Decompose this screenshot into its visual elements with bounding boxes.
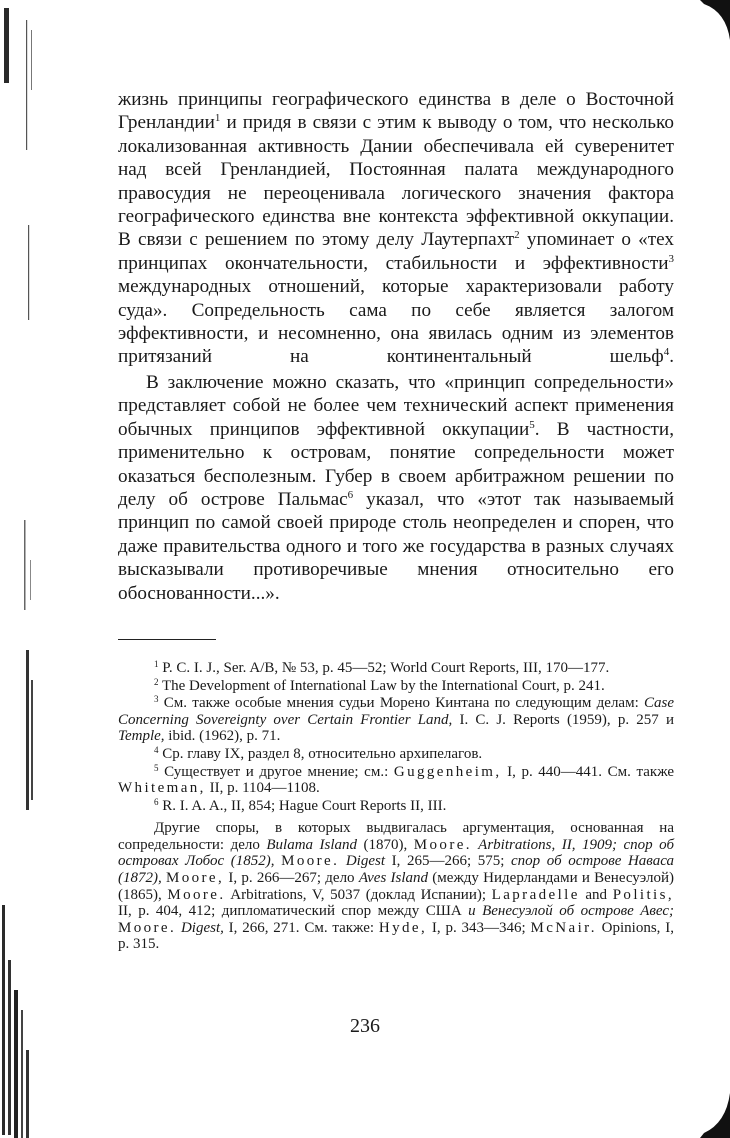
scan-corner-bottom-right <box>700 1093 730 1138</box>
footnote-1: $^1$ P. C. I. J., Ser. A/B, № 53, p. 45—52; World Court Reports, III, 170—177. <box>154 658 610 676</box>
footnote-ref-6: 6 <box>347 488 354 501</box>
footnote-ref-5: 5 <box>529 418 535 431</box>
footnote-6-continuation: Другие споры, в которых выдвигалась аргументация, основанная на сопредельности: дело Bulama Island (1870), Moore. Arbitrations, II, 1909; спор об островах Лобос (1852), Moore. Digest I, 265—266; 575; спор об острове Наваса (1872), Moore, I, p. 266—267; дело Aves Island (между Нидерландами и Венесуэлой) (1865), Moore. Arbitrations, V, 5037 (доклад Испании); Lapradelle and Politis, II, p. 404, 412; дипломатический спор между США и Венесуэлой об острове Авес; Moore. Digest, I, 266, 271. См. также: Hyde, I, p. 343—346; McNair. Opinions, I, p. 315. <box>118 820 674 953</box>
paragraph-2: В заключение можно сказать, что «принцип сопредельности» представляет собой не более чем технический аспект применения обычных принципов эффективной оккупации$^5$. В частности, применительно к островам, понятие сопредельности может оказаться бесполезным. Губер в своем арбитражном решении по делу об острове Пальмас$^6$ указал, что «этот так называемый принцип по самой своей природе столь неопределен и спорен, что даже правительства одного и того же государства в разных случаях высказывали противоречивые мнения относительно его обоснованности...». <box>118 371 674 604</box>
page-number: 236 <box>350 1015 380 1037</box>
paragraph-1: жизнь принципы географического единства в деле о Восточной Гренландии$^1$ и придя в связи с этим к выводу о том, что несколько локализованная активность Дании обеспечивала ей суверенитет над всей Гренландией, Постоянная палата международного правосудия не переоценивала логического значения фактора географического единства вне контекста эффективной оккупации. В связи с решением по этому делу Лаутерпахт$^2$ упоминает о «тех принципах окончательности, стабильности и эффективности$^3$ международных отношений, которые характеризовали работу суда». Сопредельность сама по себе является залогом эффективности, и несомненно, она явилась одним из элементов притязаний на континентальный шельф$^4$. <box>118 89 674 368</box>
footnote-ref-2: 2 <box>514 229 520 242</box>
footnote-2: $^2$ The Development of International Law by the International Court, p. 241. <box>154 676 605 694</box>
scan-edge-artifact <box>0 0 40 1138</box>
footnote-4: $^4$ Ср. главу IX, раздел 8, относительно архипелагов. <box>154 744 483 762</box>
footnote-separator <box>118 639 216 640</box>
footnotes <box>118 660 674 953</box>
main-text <box>118 88 674 605</box>
footnote-ref-4: 4 <box>663 346 670 359</box>
footnote-ref-3: 3 <box>668 252 674 265</box>
scan-corner-top-right <box>700 0 730 45</box>
footnote-ref-1: 1 <box>214 112 221 125</box>
book-page <box>118 88 674 953</box>
footnote-5: $^5$ Существует и другое мнение; см.: Guggenheim, I, p. 440—441. См. также Whiteman, II, p. 1104—1108. <box>118 762 675 797</box>
footnote-3: $^3$ См. также особые мнения судьи Морено Кинтана по следующим делам: Case Concerning Sovereignty over Certain Frontier Land, I. C. J. Reports (1959), p. 257 и Temple, ibid. (1962), p. 71. <box>118 694 674 745</box>
footnote-6: $^6$ R. I. A. A., II, 854; Hague Court Reports II, III. <box>154 796 447 814</box>
